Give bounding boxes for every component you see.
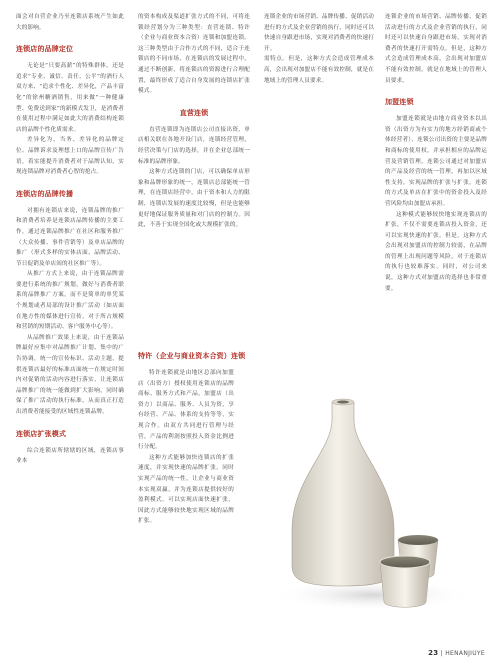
column-2 — [138, 12, 250, 342]
section-heading: 特许（企业与商业资本合资）连锁 — [138, 352, 246, 360]
sake-set-photo — [262, 390, 472, 620]
paragraph: 需特点。但是，这种方式会造成管理成本高，会出现对加盟店不能有效控制，就是在地域上的管理人员要求。 — [264, 56, 374, 84]
section-heading: 连锁店的品牌定位 — [16, 45, 74, 54]
paragraph: 从推广方式上来说，由于连锁品牌需要进行系统的推广规划，做好与消费者联系的品牌推广方案，而不是简单的单凭某个规划或者局部的设计推广活动（如店面在地方性的媒体进行宣传，对于所占规模和营销的短期活动、客户服务中心等）。 — [16, 271, 124, 331]
column-1 — [16, 12, 124, 467]
column-4 — [385, 12, 487, 392]
column-2-lower — [138, 340, 250, 527]
page-footer — [428, 649, 485, 657]
paragraph: 特许连锁就是由地区总部向加盟店（出资方）授权使用连锁店的品牌商标、服务方式和产品，加盟店（出资方）以商品、服务、人员为资，享有经营、产品、体系的支持等等，实现合作。由双方共同进行管理与经营，产品的利润按照投入资金比例进行分配。 — [138, 370, 234, 451]
paragraph: 差异化为，当务、差异化的品牌定位、品牌诉求及理想上口的品牌宣传广告语，着实能提升消费者对于品牌认知，实现连锁品牌对消费者心智的抢占。 — [16, 137, 124, 176]
paragraph: 从品牌推广效果上来说，由于连锁品牌最好应集中对品牌推广计划、集中的广告协调，统一的宣传标识、活动主题，提供连锁店最好的标准店面统一在规定时间内对促销的活动内容进行落实，让连锁店品牌推广的统一能做到扩大影响，同时确保了推广活动的执行标准，从而真正打造出消费者能接受的区域性连锁品牌。 — [16, 334, 124, 415]
section-heading: 连锁店的品牌传播 — [16, 189, 74, 198]
paragraph: 这种方式连锁的门店，可以确保单店形象和品牌形象的统一，连锁店总部能统一管理，在连锁店经营中，由于资本和人力的限制，连锁店发展的速度比较慢，但是也能够更好地保证服务质量和对门店的控制力。因此，不善于实现全国化或大规模扩张的。 — [138, 169, 250, 229]
paragraph: 连锁企业的市场营销、品牌传播、促销活动进行的方式及企业营销的执行，同时还可以快速自身跟进市场，实现对消费者的快速打开。 — [264, 14, 374, 52]
paragraph: 直营连锁即为连锁店公司直接出资，单店相关联在各地开设门店，连锁经营管理，经营决策与门店的选择，并在企业总部统一标准的品牌形象。 — [138, 126, 250, 165]
paragraph: 综合连锁店所辖辖的区域，连锁店事业本 — [16, 447, 124, 465]
paragraph: 无论是“只要高薪”的特殊群体，还是追求“专业、诚信、责任、公平”的酒行人双方来、“追求个性化、差异化，产品丰富化”的徐州糖酒销售，用来做“一种健康型、免费送到家”的新模式发卫，是消费者在使用过程中满足如此大的消费结构连锁店的品牌个性化质需求。 — [16, 63, 124, 133]
paragraph: 连锁企业的市场营销、品牌传播、促销活动进行的方式及企业营销的执行，同时还可以快速自身跟进市场，实现对消费者的快速打开需特点。但是，这种方式会造成管理成本高，会出现对加盟店不能有效控制，就是在地域上的管理人员要求。 — [385, 14, 487, 84]
paragraph: 的资本构成及渠道扩张方式的不同，可将连锁经营划分为三种类型：直营连锁、特许（企业与商业资本合资）连锁和加盟连锁。这三种类型由于合作方式的不同，适合于连锁店的不同市场，在连锁店的发展过程中，通过不断创新，将连锁店的资源进行合理配置，最终形成了适合自身发展的连锁店扩张模式。 — [138, 14, 250, 95]
paragraph: 加盟连锁就是由地方商业资本以出资（出资方为有实力的地方经销商或个体经营者），连锁公司出资的主要是品牌和商标的使用权，并承担相应的品牌运营及营销管理，连锁公司通过对加盟店的产品及经营的统一管理，再加以区域性支持，实现品牌的扩张与扩张。连锁的方式及单店在扩张中的资金投入及经营风险均由加盟店承担。 — [385, 116, 487, 207]
section-heading: 连锁店扩张模式 — [16, 429, 67, 438]
paragraph: 这种模式能够较快地实现连锁店的扩张，不仅不需要连锁店投入资金，还可以实现快速的扩张。但是，这种方式会出现对加盟店的控制力较弱，在品牌的管理上出现问题等风险，对于连锁店的执行也较难落实。同时，对公司来说，这种方式对加盟店的选择也非常重要。 — [385, 211, 487, 292]
paragraph: 这种方式能够加快连锁店的扩张速度，并实现快速的品牌扩张，同时实现产品的统一性，让企业与商业资本实现双赢，并为连锁店提供较好的盈利模式。可以实现店面快速扩张，因此方式能够较快地实现区域的品牌扩张。 — [138, 454, 234, 525]
page-number: 23 — [428, 649, 439, 657]
paragraph: 面会对自营企业乃至连锁店系统产生如此大的影响。 — [16, 14, 124, 31]
footer-divider: | — [440, 650, 446, 657]
column-3 — [264, 12, 374, 152]
section-heading: 加盟连锁 — [385, 98, 414, 107]
paragraph: 对拥有连锁店来说，连锁品牌的推广和消费者培养是连锁店品牌传播的主要工作，通过连锁品牌推广在社区和服务推广（大众传播、事件营销等）及单店品牌的推广（形式多样的实体店面、品牌活动、节日促销及单店间的社区推广等）。 — [16, 207, 124, 267]
section-heading: 直营连锁 — [179, 108, 209, 117]
magazine-name: HENANJIUYE — [445, 650, 485, 657]
